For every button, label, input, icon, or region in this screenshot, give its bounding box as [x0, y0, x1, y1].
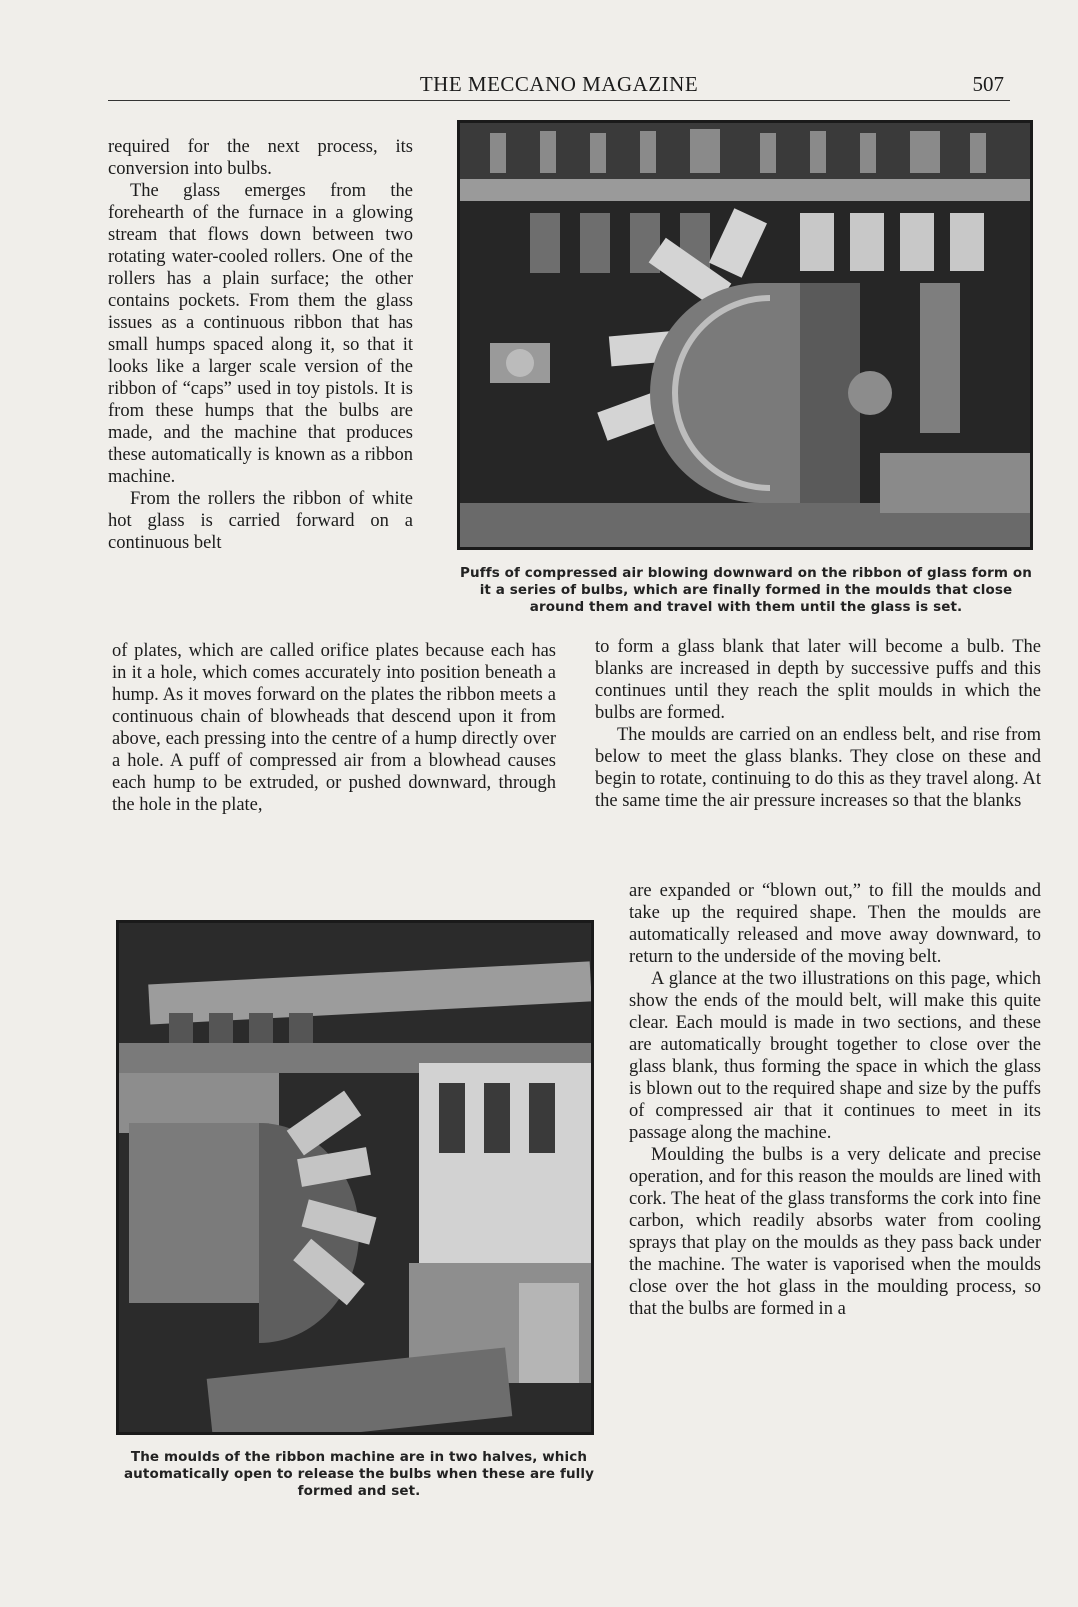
moulds-illustration	[119, 923, 591, 1432]
ribbon-machine-photo-bottom	[116, 920, 594, 1435]
paragraph: to form a glass blank that later will become a bulb. The blanks are increased in depth by successive puffs and this continues until they reach the split moulds in which the bulbs are formed.	[595, 637, 1041, 723]
paragraph: A glance at the two illustrations on this page, which show the ends of the mould belt, will make this quite clear. Each mould is made in two sections, and these are automatically brought together to close over the glass blank, thus forming the space in which the glass is blown out to the required shape and size by the puffs of compressed air that it continues to meet in its passage along the machine.	[629, 969, 1041, 1143]
paragraph: of plates, which are called orifice plates because each has in it a hole, which comes accurately into position beneath a hump. As it moves forward on the plates the ribbon meets a continuous chain of blowheads that descend upon it from above, each pressing into the centre of a hump directly over a hole. A puff of compressed air from a blowhead causes each hump to be extruded, or pushed downward, through the hole in the plate,	[112, 641, 556, 815]
paragraph: required for the next process, its conversion into bulbs.	[108, 137, 413, 179]
text-column-bottom-right	[629, 880, 1041, 1320]
text-column-middle-right	[595, 636, 1041, 812]
machine-illustration	[460, 123, 1030, 547]
magazine-title: THE MECCANO MAGAZINE	[419, 72, 699, 96]
bottom-photo-caption: The moulds of the ribbon machine are in two halves, which automatically open to release the bulbs when these are fully formed and set.	[123, 1449, 595, 1499]
paragraph: Moulding the bulbs is a very delicate and precise operation, and for this reason the moulds are lined with cork. The heat of the glass transforms the cork into fine carbon, which readily absorbs water from cooling sprays that play on the moulds as they pass back under the machine. The water is vaporised when the moulds close over the hot glass in the moulding process, so that the bulbs are formed in a	[629, 1145, 1041, 1319]
page-header	[108, 66, 1010, 101]
ribbon-machine-photo-top	[457, 120, 1033, 550]
paragraph: From the rollers the ribbon of white hot glass is carried forward on a continuous belt	[108, 489, 413, 553]
top-photo-caption: Puffs of compressed air blowing downward on the ribbon of glass form on it a series of bulbs, which are finally formed in the moulds that close around them and travel with them until the glass is set.	[460, 565, 1032, 615]
text-column-middle-left	[112, 640, 556, 816]
text-column-top-left	[108, 136, 413, 554]
page-number: 507	[972, 72, 1004, 96]
paragraph: The moulds are carried on an endless belt, and rise from below to meet the glass blanks. They close on these and begin to rotate, continuing to do this as they travel along. At the same time the air pressure increases so that the blanks	[595, 725, 1041, 811]
paragraph: The glass emerges from the forehearth of the furnace in a glowing stream that flows down between two rotating water-cooled rollers. One of the rollers has a plain surface; the other contains pockets. From them the glass issues as a continuous ribbon that has small humps spaced along it, so that it looks like a larger scale version of the ribbon of “caps” used in toy pistols. It is from these humps that the bulbs are made, and the machine that produces these automatically is known as a ribbon machine.	[108, 181, 413, 487]
paragraph: are expanded or “blown out,” to fill the moulds and take up the required shape. Then the moulds are automatically released and move away downward, to return to the underside of the moving belt.	[629, 881, 1041, 967]
